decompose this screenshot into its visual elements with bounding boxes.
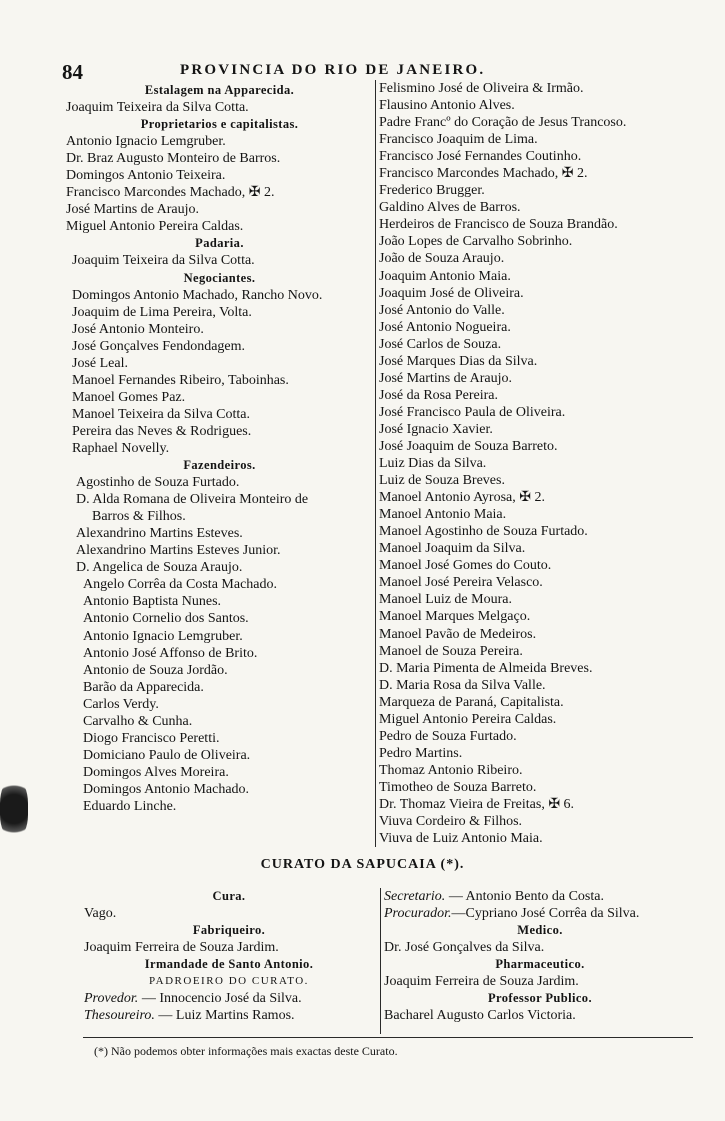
- list-item: Domingos Alves Moreira.: [83, 764, 229, 780]
- secretario-value: — Antonio Bento da Costa.: [445, 889, 604, 904]
- list-item: D. Angelica de Souza Araujo.: [76, 560, 243, 576]
- list-item: Antonio Ignacio Lemgruber.: [66, 134, 226, 150]
- list-item: Manoel Joaquim da Silva.: [379, 541, 526, 557]
- thesoureiro-label: Thesoureiro.: [84, 1008, 155, 1024]
- list-item: Manoel Pavão de Medeiros.: [379, 626, 537, 642]
- list-item: Francisco José Fernandes Coutinho.: [379, 149, 582, 165]
- list-item: Francisco Marcondes Machado, ✠ 2.: [379, 166, 588, 182]
- list-item: Pedro Martins.: [379, 745, 463, 761]
- list-item: José Antonio Monteiro.: [72, 321, 204, 337]
- list-item: Manoel Antonio Ayrosa, ✠ 2.: [379, 490, 545, 506]
- list-item: Eduardo Linche.: [83, 798, 177, 814]
- list-item: Barão da Apparecida.: [83, 679, 204, 695]
- cura-value: Vago.: [84, 906, 117, 922]
- thesoureiro-line: [84, 1007, 374, 1024]
- list-item: Domingos Antonio Teixeira.: [66, 168, 226, 184]
- list-item: José Antonio do Valle.: [379, 302, 505, 318]
- section-heading-negociantes: Negociantes.: [183, 270, 256, 285]
- page-number: 84: [62, 60, 83, 84]
- curato-left-column: [84, 888, 374, 1024]
- list-item: D. Alda Romana de Oliveira Monteiro de: [76, 492, 309, 508]
- list-item: Manoel José Gomes do Couto.: [379, 558, 552, 574]
- list-item: Manoel Marques Melgaço.: [379, 609, 531, 625]
- list-item: Dr. Thomaz Vieira de Freitas, ✠ 6.: [379, 796, 575, 812]
- section-heading-fazendeiros: Fazendeiros.: [183, 458, 256, 473]
- list-item: Manoel Gomes Paz.: [72, 389, 186, 405]
- procurador-line: [384, 905, 696, 922]
- section-heading-proprietarios: Proprietarios e capitalistas.: [140, 117, 299, 132]
- list-item: Antonio Ignacio Lemgruber.: [83, 628, 243, 644]
- list-item: José Martins de Araujo.: [379, 370, 512, 386]
- list-item: João de Souza Araujo.: [379, 251, 505, 267]
- thesoureiro-value: — Luiz Martins Ramos.: [154, 1008, 295, 1024]
- list-item: Raphael Novelly.: [72, 440, 170, 456]
- provedor-value: — Innocencio José da Silva.: [138, 991, 302, 1007]
- list-item: Joaquim José de Oliveira.: [379, 285, 524, 301]
- list-item: Joaquim de Lima Pereira, Volta.: [72, 304, 252, 320]
- professor-heading: Professor Publico.: [488, 991, 592, 1006]
- list-item: José Marques Dias da Silva.: [379, 353, 538, 369]
- right-column: [375, 80, 699, 847]
- list-item: José Leal.: [72, 355, 128, 371]
- list-item: Manoel Luiz de Moura.: [379, 592, 512, 608]
- list-item: José Joaquim de Souza Barreto.: [379, 438, 558, 454]
- list-item: José Ignacio Xavier.: [379, 421, 493, 437]
- list-item: Antonio José Affonso de Brito.: [83, 645, 258, 661]
- professor-value: Bacharel Augusto Carlos Victoria.: [384, 1008, 576, 1024]
- procurador-label: Procurador.: [384, 906, 452, 922]
- list-item: Herdeiros de Francisco de Souza Brandão.: [379, 217, 618, 233]
- list-item: Barros & Filhos.: [92, 509, 186, 525]
- footnote-rule: [83, 1037, 693, 1038]
- list-item: Pedro de Souza Furtado.: [379, 728, 517, 744]
- list-item: Manoel Teixeira da Silva Cotta.: [72, 406, 250, 422]
- footnote: (*) Não podemos obter informações mais exactas deste Curato.: [94, 1044, 398, 1058]
- list-item: D. Maria Pimenta de Almeida Breves.: [379, 660, 593, 676]
- list-item: Thomaz Antonio Ribeiro.: [379, 762, 523, 778]
- medico-value: Dr. José Gonçalves da Silva.: [384, 940, 545, 956]
- list-item: Manoel Fernandes Ribeiro, Taboinhas.: [72, 372, 289, 388]
- list-item: Manoel Antonio Maia.: [379, 507, 507, 523]
- list-item: Manoel José Pereira Velasco.: [379, 575, 543, 591]
- list-item: Angelo Corrêa da Costa Machado.: [83, 577, 277, 593]
- pharmaceutico-heading: Pharmaceutico.: [495, 957, 585, 972]
- list-item: Timotheo de Souza Barreto.: [379, 779, 537, 795]
- curato-title: CURATO DA SAPUCAIA (*).: [260, 857, 465, 872]
- list-item: Viuva de Luiz Antonio Maia.: [379, 831, 543, 847]
- secretario-line: [384, 888, 696, 905]
- padroeiro-subheading: PADROEIRO DO CURATO.: [149, 975, 309, 988]
- list-item: Dr. Braz Augusto Monteiro de Barros.: [66, 151, 281, 167]
- list-item: João Lopes de Carvalho Sobrinho.: [379, 234, 573, 250]
- list-item: Felismino José de Oliveira & Irmão.: [379, 81, 584, 96]
- list-item: Antonio Cornelio dos Santos.: [83, 611, 249, 627]
- list-item: José Carlos de Souza.: [379, 336, 502, 352]
- list-item: José Gonçalves Fendondagem.: [72, 338, 246, 354]
- secretario-label: Secretario.: [384, 889, 446, 904]
- section-heading-padaria: Padaria.: [195, 236, 244, 251]
- list-item: Viuva Cordeiro & Filhos.: [379, 814, 523, 830]
- list-item: Frederico Brugger.: [379, 183, 485, 199]
- list-item: Domingos Antonio Machado.: [83, 781, 250, 797]
- procurador-value: —Cypriano José Corrêa da Silva.: [451, 906, 640, 922]
- list-item: Padre Francº do Coração de Jesus Trancoso.: [379, 115, 627, 131]
- list-item: Manoel Agostinho de Souza Furtado.: [379, 524, 588, 540]
- list-item: Joaquim Teixeira da Silva Cotta.: [72, 253, 255, 269]
- list-item: Agostinho de Souza Furtado.: [76, 475, 240, 491]
- list-item: Manoel de Souza Pereira.: [379, 643, 523, 659]
- section-heading-estalagem: Estalagem na Apparecida.: [144, 83, 295, 97]
- list-item: Francisco Marcondes Machado, ✠ 2.: [66, 185, 275, 201]
- list-item: Carvalho & Cunha.: [83, 713, 193, 729]
- list-item: Luiz de Souza Breves.: [379, 473, 505, 489]
- list-item: Flausino Antonio Alves.: [379, 98, 515, 114]
- list-item: Francisco Joaquim de Lima.: [379, 132, 538, 148]
- left-column: [66, 82, 373, 815]
- list-item: Galdino Alves de Barros.: [379, 200, 521, 216]
- curato-right-column: [380, 888, 696, 1034]
- list-item: José Martins de Araujo.: [66, 202, 199, 218]
- list-item: D. Maria Rosa da Silva Valle.: [379, 677, 546, 693]
- list-item: Diogo Francisco Peretti.: [83, 730, 220, 746]
- list-item: Luiz Dias da Silva.: [379, 456, 487, 472]
- ink-blot: [0, 780, 28, 838]
- list-item: José Francisco Paula de Oliveira.: [379, 404, 566, 420]
- list-item: José da Rosa Pereira.: [379, 387, 498, 403]
- list-item: Marqueza de Paraná, Capitalista.: [379, 694, 564, 710]
- cura-heading: Cura.: [212, 889, 246, 903]
- list-item: Joaquim Teixeira da Silva Cotta.: [66, 100, 249, 116]
- running-title: PROVINCIA DO RIO DE JANEIRO.: [180, 62, 486, 78]
- list-item: Alexandrino Martins Esteves.: [76, 526, 243, 542]
- list-item: Miguel Antonio Pereira Caldas.: [379, 711, 557, 727]
- list-item: Joaquim Antonio Maia.: [379, 268, 511, 284]
- list-item: Antonio Baptista Nunes.: [83, 594, 222, 610]
- list-item: Carlos Verdy.: [83, 696, 159, 712]
- list-item: José Antonio Nogueira.: [379, 319, 511, 335]
- pharmaceutico-value: Joaquim Ferreira de Souza Jardim.: [384, 974, 579, 990]
- list-item: Pereira das Neves & Rodrigues.: [72, 423, 252, 439]
- list-item: Alexandrino Martins Esteves Junior.: [76, 543, 281, 559]
- provedor-label: Provedor.: [84, 991, 139, 1007]
- provedor-line: [84, 990, 374, 1007]
- list-item: Domiciano Paulo de Oliveira.: [83, 747, 251, 763]
- medico-heading: Medico.: [517, 923, 563, 938]
- fabriqueiro-value: Joaquim Ferreira de Souza Jardim.: [84, 940, 279, 956]
- list-item: Antonio de Souza Jordão.: [83, 662, 228, 678]
- irmandade-heading: Irmandade de Santo Antonio.: [144, 957, 314, 972]
- list-item: Miguel Antonio Pereira Caldas.: [66, 219, 244, 235]
- fabriqueiro-heading: Fabriqueiro.: [192, 923, 266, 938]
- list-item: Domingos Antonio Machado, Rancho Novo.: [72, 287, 323, 303]
